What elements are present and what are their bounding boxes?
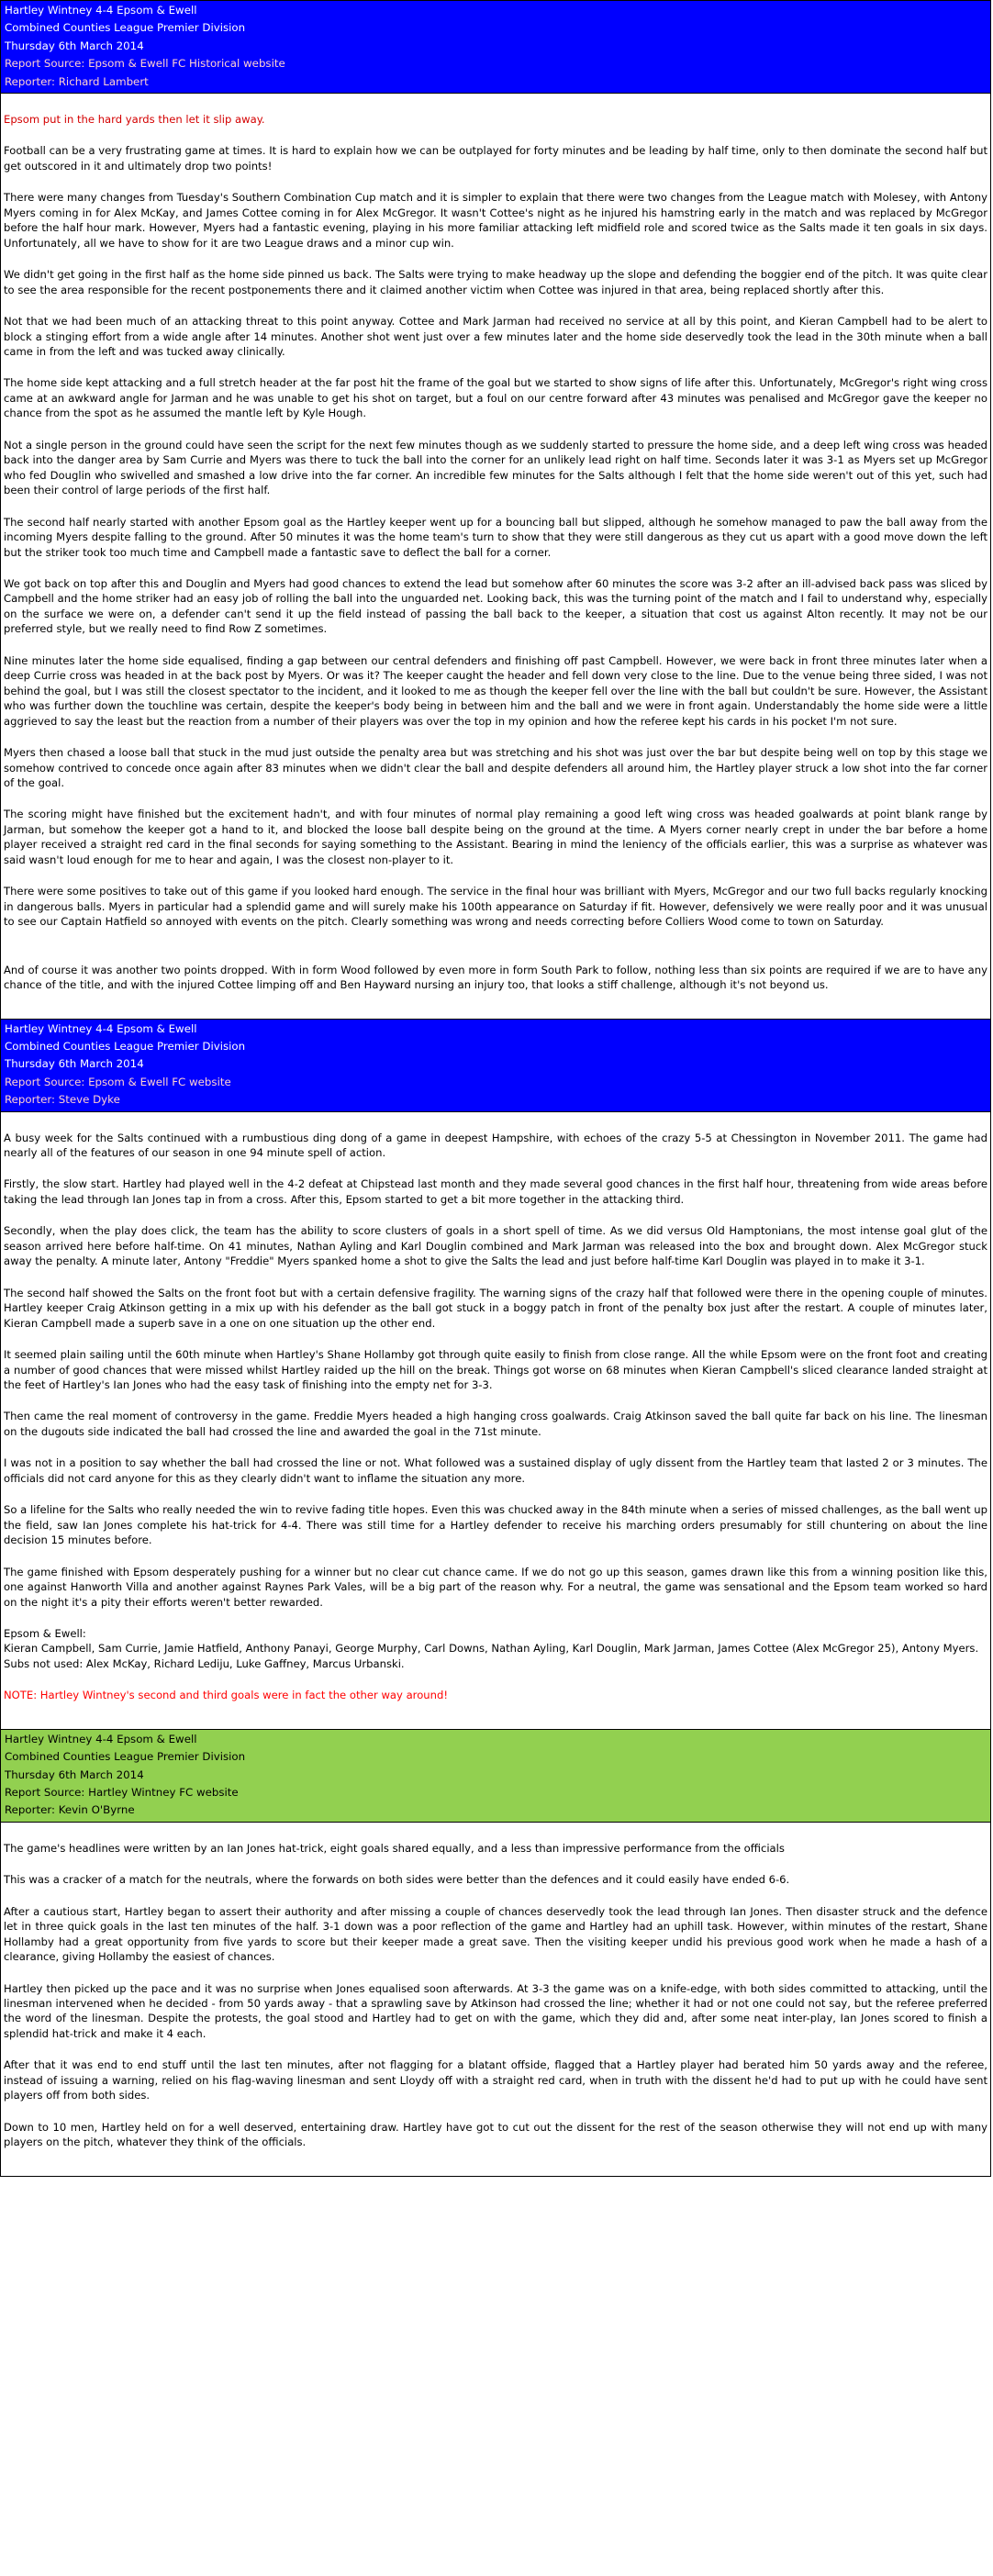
paragraph: Myers then chased a loose ball that stuck in the mud just outside the penalty area but was stretching and his shot was just over the bar but despite being well on top by this stage we somehow contrived to concede once again after 83 minutes when we didn't clear the ball and despite defenders all around him, the Hartley player struck a low shot into the far corner of the goal.	[4, 746, 987, 789]
lineup: Kieran Campbell, Sam Currie, Jamie Hatfield, Anthony Panayi, George Murphy, Carl Downs, Nathan Ayling, Karl Douglin, Mark Jarman, James Cottee (Alex McGregor 25), Antony Myers.	[4, 1642, 979, 1656]
competition: Combined Counties League Premier Division	[5, 21, 246, 35]
paragraph: I was not in a position to say whether the ball had crossed the line or not. What followed was a sustained display of ugly dissent from the Hartley team that lasted 2 or 3 minutes. The officials did not card anyone for this as they clearly didn't want to inflame the situation any more.	[4, 1456, 987, 1485]
paragraph: We didn't get going in the first half as the home side pinned us back. The Salts were trying to make headway up the slope and defending the boggier end of the pitch. It was quite clear to see the area responsible for the recent postponements there and it claimed another victim when Cottee was injured in that area, being replaced shortly after this.	[4, 268, 987, 296]
paragraph: Hartley then picked up the pace and it was no surprise when Jones equalised soon afterwards. At 3-3 the game was on a knife-edge, with both sides committed to attacking, until the linesman intervened when he decided - from 50 yards away - that a sprawling save by Atkinson had crossed the line; whether it had or not one could not say, but the referee preferred the word of the linesman. Despite the protests, the goal stood and Hartley had to get on with the game, which they did and, after some neat inter-play, Ian Jones scored to finish a splendid hat-trick and make it 4 each.	[4, 1981, 987, 2040]
paragraph: We got back on top after this and Douglin and Myers had good chances to extend the lead but somehow after 60 minutes the score was 3-2 after an ill-advised back pass was sliced by Campbell and the home striker had an easy job of rolling the ball into the unguarded net. Looking back, this was the turning point of the match and I fail to understand why, especially on the surface we were on, a defender can't send it up the field instead of passing the ball back to the keeper, a situation that cost us against Alton recently. It may not be our preferred style, but we really need to find Row Z sometimes.	[4, 577, 987, 636]
paragraph: The home side kept attacking and a full stretch header at the far post hit the frame of the goal but we started to show signs of life after this. Unfortunately, McGregor's right wing cross came at an awkward angle for Jarman and he was unable to get his shot on target, but a foul on our centre forward after 43 minutes was penalised and McGregor gave the keeper no chance from the spot as he assumed the mantle left by Kyle Hough.	[4, 376, 987, 420]
match-date: Thursday 6th March 2014	[5, 39, 144, 52]
paragraph: Not a single person in the ground could have seen the script for the next few minutes though as we suddenly started to pressure the home side, and a deep left wing cross was headed back into the danger area by Sam Currie and Myers was there to tuck the ball into the corner for an unlikely lead right on half time. Seconds later it was 3-1 as Myers set up McGregor who fed Douglin who swivelled and smashed a low drive into the far corner. An incredible few minutes for the Salts although I felt that the home side weren't out of this yet, such had been their control of large periods of the first half.	[4, 438, 987, 497]
paragraph: The second half showed the Salts on the front foot but with a certain defensive fragility. The warning signs of the crazy half that followed were there in the opening couple of minutes. Hartley keeper Craig Atkinson getting in a mix up with his defender as the ball got stuck in a boggy patch in front of the penalty box just after the restart. A couple of minutes later, Kieran Campbell made a superb save in a one on one situation up the other end.	[4, 1286, 987, 1330]
report-headline: Epsom put in the hard yards then let it slip away.	[4, 113, 265, 127]
subs-not-used: Subs not used: Alex McKay, Richard Lediju, Luke Gaffney, Marcus Urbanski.	[4, 1656, 405, 1670]
competition: Combined Counties League Premier Division	[5, 1039, 246, 1053]
report-body-3	[1, 1823, 990, 2176]
paragraph: Down to 10 men, Hartley held on for a well deserved, entertaining draw. Hartley have got to cut out the dissent for the rest of the season otherwise they will not end up with many players on the pitch, whatever they think of the officials.	[4, 2120, 987, 2149]
paragraph: There were some positives to take out of this game if you looked hard enough. The service in the final hour was brilliant with Myers, McGregor and our two full backs regularly knocking in dangerous balls. Myers in particular had a splendid game and will surely make his 100th appearance on Saturday if fit. However, defensively we were really poor and it was unusual to see our Captain Hatfield so annoyed with events on the pitch. Clearly something was wrong and needs correcting before Colliers Wood come to town on Saturday.	[4, 885, 987, 929]
paragraph: There were many changes from Tuesday's Southern Combination Cup match and it is simpler to explain that there were two changes from the League match with Molesey, with Antony Myers coming in for Alex McKay, and James Cottee coming in for Alex McGregor. It wasn't Cottee's night as he injured his hamstring early in the match and was replaced by McGregor before the half hour mark. However, Myers had a fantastic evening, playing in his more familiar attacking left midfield role and scored twice as the Salts made it ten goals in six days. Unfortunately, all we have to show for it are two League draws and a minor cup win.	[4, 191, 987, 250]
paragraph: And of course it was another two points dropped. With in form Wood followed by even more in form South Park to follow, nothing less than six points are required if we are to have any chance of the title, and with the injured Cottee limping off and Ben Hayward nursing an injury too, that looks a stiff challenge, although it's not beyond us.	[4, 963, 987, 992]
report-source: Report Source: Epsom & Ewell FC website	[5, 1075, 231, 1088]
reporter: Reporter: Richard Lambert	[5, 74, 149, 88]
paragraph: After a cautious start, Hartley began to assert their authority and after missing a couple of chances deservedly took the lead through Ian Jones. Then disaster struck and the defence let in three quick goals in the last ten minutes of the half. 3-1 down was a poor reflection of the game and Hartley had an uphill task. However, within minutes of the restart, Shane Hollamby had a great opportunity from five yards to score but their keeper made a great save. Then the visiting keeper undid his previous good work when he made a hash of a clearance, giving Hollamby the easiest of chances.	[4, 1904, 987, 1964]
match-title: Hartley Wintney 4-4 Epsom & Ewell	[5, 4, 197, 17]
report-header-3	[1, 1730, 990, 1823]
paragraph: The second half nearly started with another Epsom goal as the Hartley keeper went up for a bouncing ball but slipped, although he somehow managed to paw the ball away from the incoming Myers despite falling to the ground. After 50 minutes it was the home team's turn to show that they were still dangerous as they cut us apart with a good move down the left but the striker took too much time and Campbell made a fantastic save to deflect the ball for a corner.	[4, 515, 987, 559]
match-date: Thursday 6th March 2014	[5, 1768, 144, 1781]
paragraph: Secondly, when the play does click, the team has the ability to score clusters of goals in a short spell of time. As we did versus Old Hamptonians, the most intense goal glut of the season arrived here before half-time. On 41 minutes, Nathan Ayling and Karl Douglin combined and Mark Jarman was released into the box and brought down. Alex McGregor stuck away the penalty. A minute later, Antony "Freddie" Myers spanked home a shot to give the Salts the lead and just before half-time Karl Douglin was played in to make it 3-1.	[4, 1224, 987, 1268]
paragraph: The game finished with Epsom desperately pushing for a winner but no clear cut chance came. If we do not go up this season, games drawn like this from a winning position like this, one against Hanworth Villa and another against Raynes Park Vales, will be a big part of the reason why. For a neutral, the game was sensational and the Epsom team worked so hard on the night it's a pity their efforts weren't better rewarded.	[4, 1565, 987, 1609]
paragraph: After that it was end to end stuff until the last ten minutes, after not flagging for a blatant offside, flagged that a Hartley player had berated him 50 yards away and the referee, instead of issuing a warning, relied on his flag-waving linesman and sent Lloydy off with a straight red card, when in truth with the dissent he'd had to put up with he could have sent players off from both sides.	[4, 2058, 987, 2102]
paragraph: Firstly, the slow start. Hartley had played well in the 4-2 defeat at Chipstead last month and they made several good chances in the first half hour, threatening from wide areas before taking the lead through Ian Jones tap in from a cross. After this, Epsom started to get a bit more together in the attacking third.	[4, 1177, 987, 1206]
paragraph: Football can be a very frustrating game at times. It is hard to explain how we can be outplayed for forty minutes and be leading by half time, only to then dominate the second half but get outscored in it and ultimately drop two points!	[4, 144, 987, 173]
paragraph: Not that we had been much of an attacking threat to this point anyway. Cottee and Mark Jarman had received no service at all by this point, and Kieran Campbell had to be alert to block a stinging effort from a wide angle after 14 minutes. Another shot went just over a few minutes later and the home side deservedly took the lead in the 30th minute when a ball came in from the left and was tucked away clinically.	[4, 315, 987, 359]
report-header-1	[1, 1, 990, 94]
editor-note: NOTE: Hartley Wintney's second and third goals were in fact the other way around!	[4, 1689, 448, 1702]
paragraph: A busy week for the Salts continued with a rumbustious ding dong of a game in deepest Hampshire, with echoes of the crazy 5-5 at Chessington in November 2011. The game had nearly all of the features of our season in one 94 minute spell of action.	[4, 1131, 987, 1159]
report-body-1	[1, 94, 990, 1019]
paragraph: The game's headlines were written by an Ian Jones hat-trick, eight goals shared equally, and a less than impressive performance from the officials	[4, 1841, 785, 1855]
reporter: Reporter: Steve Dyke	[5, 1093, 120, 1107]
match-title: Hartley Wintney 4-4 Epsom & Ewell	[5, 1021, 197, 1035]
report-body-2	[1, 1112, 990, 1730]
competition: Combined Counties League Premier Division	[5, 1750, 246, 1764]
paragraph: Then came the real moment of controversy in the game. Freddie Myers headed a high hanging cross goalwards. Craig Atkinson saved the ball quite far back on his line. The linesman on the dugouts side indicated the ball had crossed the line and awarded the goal in the 71st minute.	[4, 1410, 987, 1438]
paragraph: This was a cracker of a match for the neutrals, where the forwards on both sides were better than the defences and it could easily have ended 6-6.	[4, 1873, 790, 1887]
reporter: Reporter: Kevin O'Byrne	[5, 1803, 135, 1817]
report-header-2	[1, 1020, 990, 1112]
report-source: Report Source: Hartley Wintney FC website	[5, 1786, 239, 1799]
paragraph: So a lifeline for the Salts who really needed the win to revive fading title hopes. Even this was chucked away in the 84th minute when a series of missed challenges, as the ball went up the field, saw Ian Jones complete his hat-trick for 4-4. There was still time for a Hartley defender to receive his marching orders presumably for still chuntering on about the line decision 15 minutes before.	[4, 1503, 987, 1547]
paragraph: The scoring might have finished but the excitement hadn't, and with four minutes of normal play remaining a good left wing cross was headed goalwards at point blank range by Jarman, but somehow the keeper got a hand to it, and blocked the loose ball despite being on the ground at the time. A Myers corner nearly crept in under the bar before a home player received a straight red card in the final seconds for saying something to the Assistant. Bearing in mind the leniency of the officials earlier, this was a surprise as whatever was said wasn't loud enough for me to hear and again, I was the closest non-player to it.	[4, 808, 987, 866]
match-date: Thursday 6th March 2014	[5, 1057, 144, 1071]
paragraph: It seemed plain sailing until the 60th minute when Hartley's Shane Hollamby got through quite easily to finish from close range. All the while Epsom were on the front foot and creating a number of good chances that were missed whilst Hartley raided up the hill on the break. Things got worse on 68 minutes when Kieran Campbell's sliced clearance landed straight at the feet of Hartley's Ian Jones who had the easy task of finishing into the empty net for 3-3.	[4, 1348, 987, 1391]
report-source: Report Source: Epsom & Ewell FC Historical website	[5, 57, 285, 71]
lineup-title: Epsom & Ewell:	[4, 1626, 86, 1640]
match-title: Hartley Wintney 4-4 Epsom & Ewell	[5, 1732, 197, 1745]
paragraph: Nine minutes later the home side equalised, finding a gap between our central defenders and finishing off past Campbell. However, we were back in front three minutes later when a deep Currie cross was headed in at the back post by Myers. Or was it? The keeper caught the header and fell down very close to the line. Due to the venue being three sided, I was not behind the goal, but I was still the closest spectator to the incident, and it looked to me as though the keeper fell over the line with the ball but couldn't be sure. However, the Assistant who was further down the touchline was certain, despite the keeper's body being in between him and the ball and we were in front again. Understandably the home side were a little aggrieved to say the least but the reaction from a number of their players was over the top in my opinion and how the referee kept his cards in his pocket I'm not sure.	[4, 653, 987, 728]
